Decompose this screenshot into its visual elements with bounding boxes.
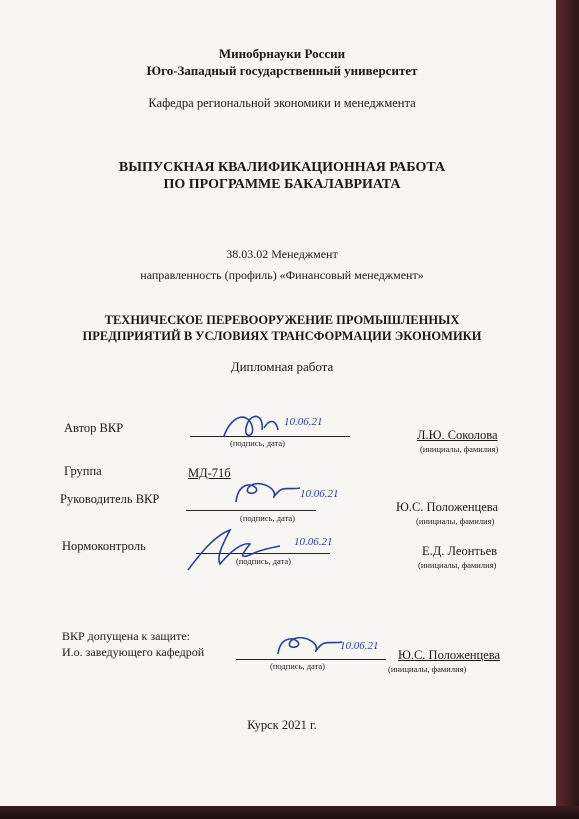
place-year: Курск 2021 г. — [247, 718, 317, 732]
normcontrol-label: Нормоконтроль — [62, 539, 146, 553]
supervisor-sign-caption: (подпись, дата) — [240, 513, 296, 523]
admission-handwritten-date: 10.06.21 — [340, 640, 379, 652]
supervisor-handwritten-date: 10.06.21 — [300, 488, 339, 500]
author-name-caption: (инициалы, фамилия) — [420, 444, 499, 454]
author-name: Л.Ю. Соколова — [417, 428, 498, 442]
normcontrol-name-caption: (инициалы, фамилия) — [418, 560, 497, 570]
normcontrol-name: Е.Д. Леонтьев — [422, 544, 498, 558]
author-handwritten-date: 10.06.21 — [284, 416, 323, 428]
author-sign-caption: (подпись, дата) — [230, 438, 286, 448]
program-code: 38.03.02 Менеджмент — [226, 247, 338, 261]
supervisor-name: Ю.С. Положенцева — [396, 500, 499, 514]
admission-name: Ю.С. Положенцева — [398, 648, 501, 662]
topic-line1: ТЕХНИЧЕСКОЕ ПЕРЕВООРУЖЕНИЕ ПРОМЫШЛЕННЫХ — [104, 313, 460, 327]
normcontrol-sign-caption: (подпись, дата) — [236, 556, 292, 566]
author-label: Автор ВКР — [64, 421, 124, 435]
doc-kind: Дипломная работа — [230, 359, 334, 374]
admission-label-line1: ВКР допущена к защите: — [62, 629, 190, 643]
supervisor-label: Руководитель ВКР — [60, 492, 160, 506]
work-type-line2: ПО ПРОГРАММЕ БАКАЛАВРИАТА — [163, 177, 401, 192]
topic-line2: ПРЕДПРИЯТИЙ В УСЛОВИЯХ ТРАНСФОРМАЦИИ ЭКОНОМИКИ — [82, 329, 482, 343]
admission-name-caption: (инициалы, фамилия) — [388, 664, 467, 674]
group-label: Группа — [64, 464, 102, 478]
supervisor-signature-scribble — [230, 478, 310, 512]
binding-bottom-edge — [0, 806, 579, 819]
supervisor-name-caption: (инициалы, фамилия) — [416, 516, 495, 526]
ministry: Минобрнауки России — [218, 46, 346, 61]
admission-sign-caption: (подпись, дата) — [270, 661, 326, 671]
binding-spine — [556, 0, 579, 819]
normcontrol-signature-scribble — [180, 524, 290, 576]
admission-label-line2: И.о. заведующего кафедрой — [62, 645, 205, 659]
program-profile: направленность (профиль) «Финансовый менеджмент» — [140, 268, 424, 282]
normcontrol-handwritten-date: 10.06.21 — [294, 536, 333, 548]
department: Кафедра региональной экономики и менеджмента — [148, 96, 416, 110]
university: Юго-Западный государственный университет — [146, 63, 418, 78]
group-value: МД-71б — [188, 466, 231, 480]
work-type-line1: ВЫПУСКНАЯ КВАЛИФИКАЦИОННАЯ РАБОТА — [118, 160, 446, 175]
